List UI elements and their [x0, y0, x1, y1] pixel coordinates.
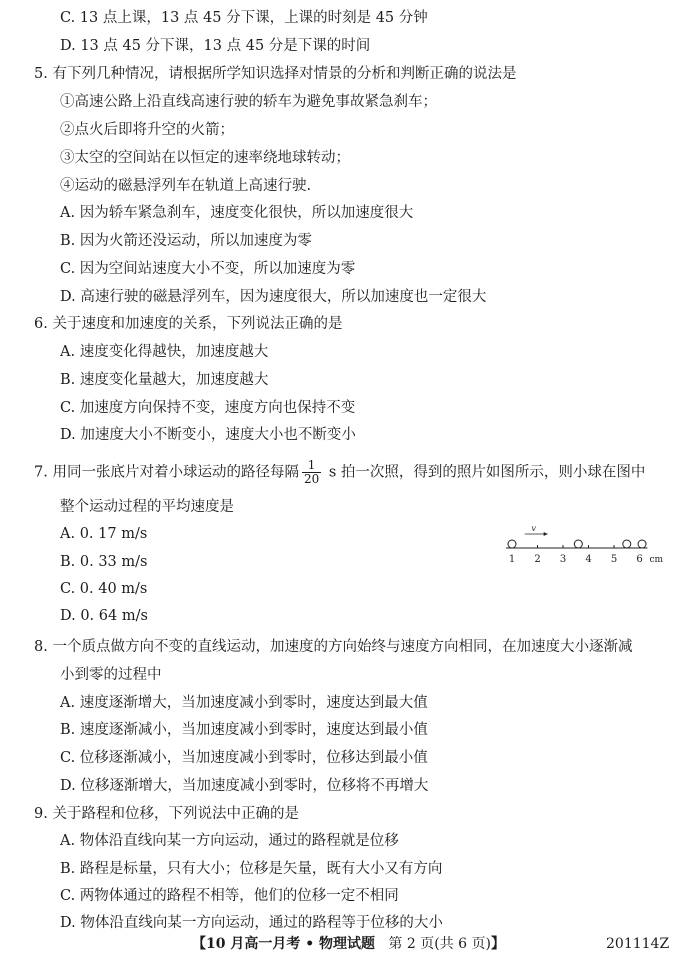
q5-option-a: A. 因为轿车紧急刹车，速度变化很快，所以加速度很大 [60, 205, 414, 221]
footer-bracket-close: 】 [490, 936, 505, 952]
q8-option-d: D. 位移逐渐增大，当加速度减小到零时，位移将不再增大 [60, 778, 429, 794]
q6-option-b: B. 速度变化量越大，加速度越大 [60, 372, 269, 388]
figure-tick-label: 5 [610, 554, 618, 565]
figure-ball [638, 540, 646, 548]
prev-option-d: D. 13 点 45 分下课，13 点 45 分是下课的时间 [60, 38, 371, 54]
q6-option-d: D. 加速度大小不断变小，速度大小也不断变小 [60, 427, 356, 443]
q8-option-c: C. 位移逐渐减小，当加速度减小到零时，位移达到最小值 [60, 750, 428, 766]
q7-option-d: D. 0. 64 m/s [60, 608, 148, 624]
q8-option-b: B. 速度逐渐减小，当加速度减小到零时，速度达到最小值 [60, 722, 428, 738]
exam-code: 201114Z [606, 936, 670, 952]
page-footer [192, 934, 505, 954]
figure-ball [508, 540, 516, 548]
q8-stem-line-2: 小到零的过程中 [60, 667, 162, 683]
velocity-arrow-head [544, 532, 548, 536]
figure-tick-label: 4 [585, 554, 592, 565]
q5-item-1: ①高速公路上沿直线高速行驶的轿车为避免事故紧急刹车； [60, 94, 437, 110]
q9-option-c: C. 两物体通过的路程不相等，他们的位移一定不相同 [60, 888, 399, 904]
q7-option-c: C. 0. 40 m/s [60, 581, 148, 597]
q9-option-d: D. 物体沿直线向某一方向运动，通过的路程等于位移的大小 [60, 915, 443, 931]
q9-stem: 9. 关于路程和位移，下列说法中正确的是 [34, 806, 299, 822]
figure-tick-label: 2 [534, 554, 541, 565]
figure-tick-label: 3 [559, 554, 567, 565]
q7-motion-figure [500, 524, 670, 572]
prev-option-c: C. 13 点上课，13 点 45 分下课，上课的时刻是 45 分钟 [60, 10, 428, 26]
q6-stem: 6. 关于速度和加速度的关系，下列说法正确的是 [34, 316, 343, 332]
q6-option-c: C. 加速度方向保持不变，速度方向也保持不变 [60, 400, 356, 416]
q5-item-4: ④运动的磁悬浮列车在轨道上高速行驶. [60, 178, 312, 194]
footer-page-number: 第 2 页(共 6 页) [388, 936, 491, 952]
q7-fraction [302, 459, 321, 486]
footer-bracket-open: 【 [192, 936, 206, 952]
q7-fraction-numerator: 1 [302, 459, 321, 473]
figure-tick-label: 1 [508, 554, 516, 565]
figure-ball [623, 540, 631, 548]
velocity-label: v [531, 524, 536, 533]
q7-stem-line-2: 整个运动过程的平均速度是 [60, 499, 234, 515]
q5-item-2: ②点火后即将升空的火箭； [60, 122, 234, 138]
q6-option-a: A. 速度变化得越快，加速度越大 [60, 344, 269, 360]
footer-exam-title: 10 月高一月考 • 物理试题 [206, 936, 376, 952]
figure-tick-label: 6 [636, 554, 643, 565]
q7-stem-line-1 [34, 459, 645, 486]
q5-item-3: ③太空的空间站在以恒定的速率绕地球转动； [60, 150, 350, 166]
q8-stem-line-1: 8. 一个质点做方向不变的直线运动，加速度的方向始终与速度方向相同，在加速度大小逐渐减 [34, 639, 633, 655]
q5-stem: 5. 有下列几种情况，请根据所学知识选择对情景的分析和判断正确的说法是 [34, 66, 517, 82]
q8-option-a: A. 速度逐渐增大，当加速度减小到零时，速度达到最大值 [60, 695, 428, 711]
q7-stem-part-b: s 拍一次照，得到的照片如图所示，则小球在图中 [324, 464, 646, 481]
q7-option-a: A. 0. 17 m/s [60, 526, 148, 542]
q5-option-c: C. 因为空间站速度大小不变，所以加速度为零 [60, 261, 356, 277]
q9-option-b: B. 路程是标量，只有大小；位移是矢量，既有大小又有方向 [60, 861, 443, 877]
q7-stem-part-a: 7. 用同一张底片对着小球运动的路径每隔 [34, 464, 299, 481]
q7-fraction-denominator: 20 [303, 472, 320, 486]
q5-option-d: D. 高速行驶的磁悬浮列车，因为速度很大，所以加速度也一定很大 [60, 289, 487, 305]
figure-ball [574, 540, 582, 548]
q5-option-b: B. 因为火箭还没运动，所以加速度为零 [60, 233, 312, 249]
q9-option-a: A. 物体沿直线向某一方向运动，通过的路程就是位移 [60, 833, 399, 849]
figure-unit-label: cm [649, 555, 664, 565]
q7-option-b: B. 0. 33 m/s [60, 554, 148, 570]
